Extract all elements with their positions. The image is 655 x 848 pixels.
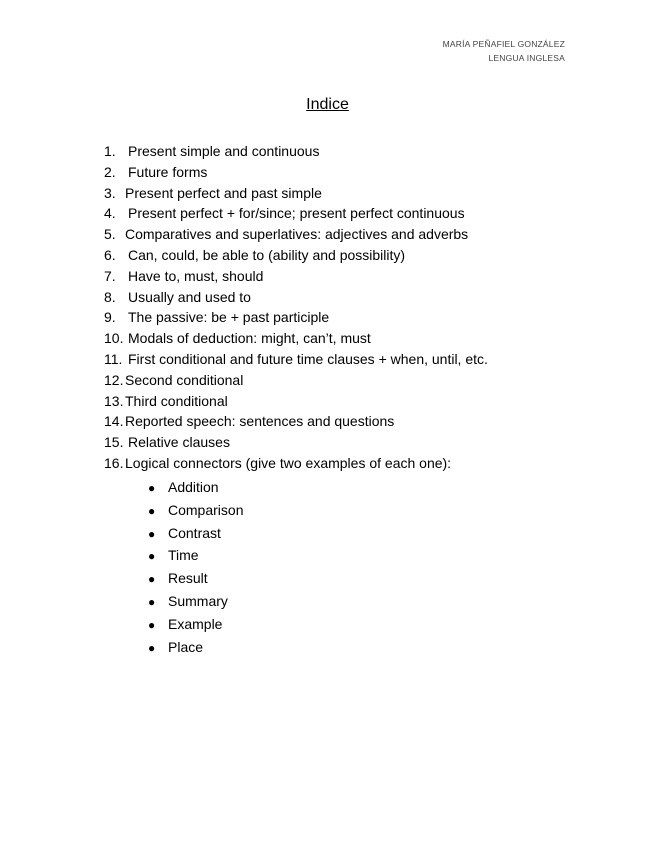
bullet-icon: ● [148, 594, 156, 609]
toc-item [104, 162, 488, 183]
toc-item-text: Modals of deduction: might, can’t, must [128, 330, 371, 347]
toc-item [104, 432, 488, 453]
connector-label: Result [168, 570, 208, 587]
toc-item-number: 12. [104, 371, 124, 388]
toc-item-text: Third conditional [125, 392, 228, 409]
connector-label: Comparison [168, 501, 244, 518]
document-header [443, 37, 565, 65]
toc-item-number: 3. [104, 184, 116, 201]
toc-item [104, 307, 488, 328]
toc-item-text: Comparatives and superlatives: adjectives and adverbs [125, 226, 469, 243]
connector-item [148, 591, 243, 614]
toc-item-number: 11. [104, 350, 123, 367]
author-name: MARÍA PEÑAFIEL GONZÁLEZ [442, 39, 565, 49]
toc-item-number: 16. [104, 454, 124, 471]
connector-item [148, 545, 243, 568]
bullet-icon: ● [148, 640, 156, 655]
bullet-icon: ● [148, 549, 156, 564]
connector-label: Place [168, 638, 204, 655]
toc-item-number: 1. [104, 143, 116, 159]
bullet-icon: ● [148, 572, 156, 587]
connector-label: Example [168, 615, 223, 632]
toc-item-text: Second conditional [125, 371, 244, 388]
toc-item-text: Present perfect + for/since; present perfect continuous [128, 205, 465, 222]
connector-label: Time [168, 547, 199, 564]
toc-item-number: 7. [104, 267, 116, 284]
toc-item-number: 10. [104, 330, 124, 347]
toc-item-number: 4. [104, 205, 116, 222]
toc-item-number: 5. [104, 226, 116, 243]
toc-item [104, 183, 488, 204]
toc-item [104, 370, 488, 391]
connector-item [148, 477, 243, 500]
connector-label: Summary [168, 592, 228, 609]
toc-item-number: 6. [104, 246, 116, 263]
toc-item-number: 15. [104, 434, 124, 451]
toc-item [104, 245, 488, 266]
connector-item [148, 568, 243, 591]
toc-item-text: Can, could, be able to (ability and possibility) [128, 246, 406, 263]
connector-item [148, 523, 243, 546]
toc-item-text: Relative clauses [128, 434, 230, 451]
toc-item-number: 14. [104, 413, 124, 430]
toc-item [104, 266, 488, 287]
toc-item-text: The passive: be + past participle [128, 309, 330, 326]
toc-item-text: Usually and used to [128, 288, 251, 305]
toc-item-number: 8. [104, 288, 116, 305]
toc-item [104, 411, 488, 432]
toc-item-text: First conditional and future time clauses + when, until, etc. [128, 350, 488, 367]
toc-item-number: 2. [104, 163, 116, 180]
connectors-list [148, 477, 243, 659]
toc-item [104, 203, 488, 224]
toc-item [104, 391, 488, 412]
toc-item [104, 224, 488, 245]
connector-item [148, 637, 243, 660]
bullet-icon: ● [148, 526, 156, 541]
bullet-icon: ● [148, 503, 156, 518]
toc-item [104, 141, 488, 162]
toc-item-text: Reported speech: sentences and questions [125, 413, 395, 430]
toc-item [104, 349, 488, 370]
toc-item-text: Have to, must, should [128, 267, 264, 284]
toc-item [104, 328, 488, 349]
toc-item [104, 287, 488, 308]
toc-item-text: Logical connectors (give two examples of each one): [125, 454, 452, 471]
toc-item-text: Present perfect and past simple [125, 184, 322, 201]
connector-label: Addition [168, 479, 219, 495]
connector-label: Contrast [168, 524, 221, 541]
toc-item-text: Future forms [128, 163, 208, 180]
subject-name: LENGUA INGLESA [488, 53, 565, 63]
connector-item [148, 500, 243, 523]
toc-item [104, 453, 488, 474]
toc-item-text: Present simple and continuous [128, 143, 320, 159]
bullet-icon: ● [148, 617, 156, 632]
toc-item-number: 13. [104, 392, 124, 409]
toc-item-number: 9. [104, 309, 116, 326]
connector-item [148, 614, 243, 637]
bullet-icon: ● [148, 481, 156, 495]
table-of-contents [104, 141, 488, 474]
page-title: Indice [306, 96, 349, 113]
